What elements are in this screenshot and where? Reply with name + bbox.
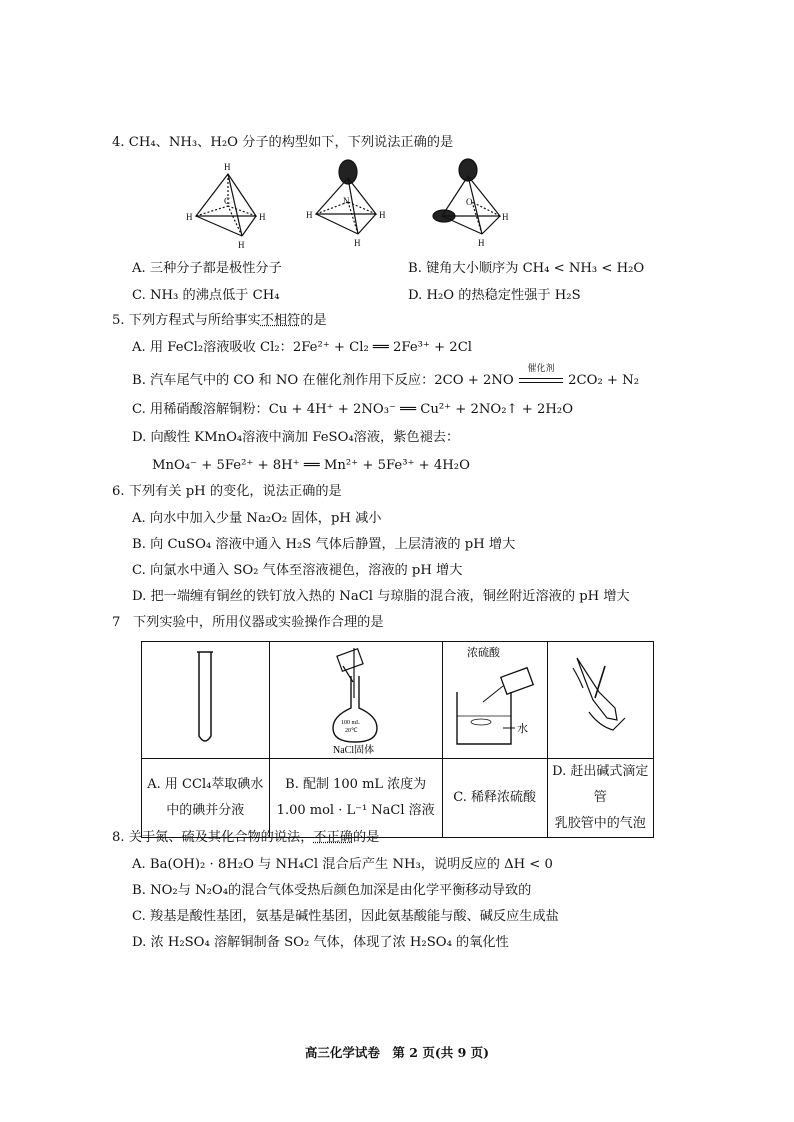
q6-option-d: D. 把一端缠有铜丝的铁钉放入热的 NaCl 与琼脂的混合液，铜丝附近溶液的 pH 增大 — [132, 589, 630, 604]
n-label: N — [343, 196, 350, 206]
caption-a: A. 用 CCl₄萃取碘水 中的碘并分液 — [142, 759, 270, 838]
volumetric-flask-icon — [281, 642, 431, 754]
q8-option-b: B. NO₂与 N₂O₄的混合气体受热后颜色加深是由化学平衡移动导致的 — [132, 883, 532, 898]
acid-label: 浓硫酸 — [466, 647, 500, 659]
svg-text:H: H — [502, 212, 509, 222]
ch4-molecule — [186, 162, 266, 250]
q5-option-c: C. 用稀硝酸溶解铜粉：Cu + 4H⁺ + 2NO₃⁻ ══ Cu²⁺ + 2NO₂↑ + 2H₂O — [132, 402, 574, 417]
h2o-molecule — [433, 159, 509, 248]
q4-option-a: A. 三种分子都是极性分子 — [132, 261, 282, 276]
svg-text:H: H — [186, 212, 193, 222]
q5-stem: 5. 下列方程式与所给事实不相符的是 — [112, 313, 327, 328]
q5-option-a: A. 用 FeCl₂溶液吸收 Cl₂：2Fe²⁺ + Cl₂ ══ 2Fe³⁺ + 2Cl — [132, 340, 473, 355]
q4-option-d: D. H₂O 的热稳定性强于 H₂S — [408, 288, 581, 303]
test-tube-cell — [142, 642, 270, 759]
catalyst-label: 催化剂 — [527, 364, 555, 374]
q8-option-d: D. 浓 H₂SO₄ 溶解铜制备 SO₂ 气体，体现了浓 H₂SO₄ 的氧化性 — [132, 935, 509, 950]
svg-text:H: H — [478, 238, 485, 248]
beaker-pouring-icon — [445, 642, 545, 754]
q6-option-a: A. 向水中加入少量 Na₂O₂ 固体，pH 减小 — [132, 511, 382, 526]
volumetric-flask-cell — [269, 642, 442, 759]
molecule-diagrams — [180, 158, 510, 250]
q4-stem: 4. CH₄、NH₃、H₂O 分子的构型如下，下列说法正确的是 — [112, 135, 454, 150]
q5-option-b: B. 汽车尾气中的 CO 和 NO 在催化剂作用下反应：2CO + 2NO 催化剂 2CO₂ + N₂ — [132, 372, 639, 390]
q8-option-a: A. Ba(OH)₂ · 8H₂O 与 NH₄Cl 混合后产生 NH₃，说明反应的 ΔH < 0 — [132, 857, 553, 872]
q6-stem: 6. 下列有关 pH 的变化，说法正确的是 — [112, 484, 342, 499]
q4-option-b: B. 键角大小顺序为 CH₄ < NH₃ < H₂O — [408, 261, 645, 276]
svg-text:H: H — [259, 212, 266, 222]
svg-text:H: H — [354, 238, 361, 248]
test-tube-icon — [185, 646, 225, 750]
nacl-label: NaCl固体 — [332, 745, 374, 754]
caption-d: D. 赶出碱式滴定管 乳胶管中的气泡 — [547, 759, 653, 838]
burette-hand-icon — [555, 648, 645, 748]
q6-option-b: B. 向 CuSO₄ 溶液中通入 H₂S 气体后静置，上层清液的 pH 增大 — [132, 537, 516, 552]
svg-text:100 mL: 100 mL — [340, 720, 360, 726]
h-label: H — [224, 162, 231, 172]
emphasis-dots: 不相符 — [260, 313, 301, 328]
page-footer: 高三化学试卷 第 2 页(共 9 页) — [304, 1045, 490, 1060]
q8-stem: 8. 关于氮、硫及其化合物的说法，不正确的是 — [112, 830, 380, 845]
emphasis-dots: 不正确 — [313, 830, 353, 845]
dilute-acid-cell — [442, 642, 547, 759]
experiment-table — [141, 641, 654, 838]
water-label: 水 — [516, 723, 528, 735]
svg-text:20℃: 20℃ — [344, 728, 358, 734]
caption-b: B. 配制 100 mL 浓度为 1.00 mol · L⁻¹ NaCl 溶液 — [269, 759, 442, 838]
nh3-molecule — [306, 160, 386, 248]
svg-text:H: H — [379, 210, 386, 220]
burette-cell — [547, 642, 653, 759]
q5-option-d: D. 向酸性 KMnO₄溶液中滴加 FeSO₄溶液，紫色褪去： — [132, 430, 460, 445]
o-label: O — [466, 197, 473, 207]
q6-option-c: C. 向氯水中通入 SO₂ 气体至溶液褪色，溶液的 pH 增大 — [132, 563, 463, 578]
svg-text:H: H — [238, 240, 245, 250]
c-label: C — [224, 196, 231, 206]
caption-c: C. 稀释浓硫酸 — [442, 759, 547, 838]
svg-text:H: H — [306, 210, 313, 220]
q5-option-d-equation: MnO₄⁻ + 5Fe²⁺ + 8H⁺ ══ Mn²⁺ + 5Fe³⁺ + 4H₂O — [152, 458, 470, 473]
q4-option-c: C. NH₃ 的沸点低于 CH₄ — [132, 288, 280, 303]
q8-option-c: C. 羧基是酸性基团，氨基是碱性基团，因此氨基酸能与酸、碱反应生成盐 — [132, 909, 559, 924]
q7-stem: 7 下列实验中，所用仪器或实验操作合理的是 — [112, 615, 384, 630]
